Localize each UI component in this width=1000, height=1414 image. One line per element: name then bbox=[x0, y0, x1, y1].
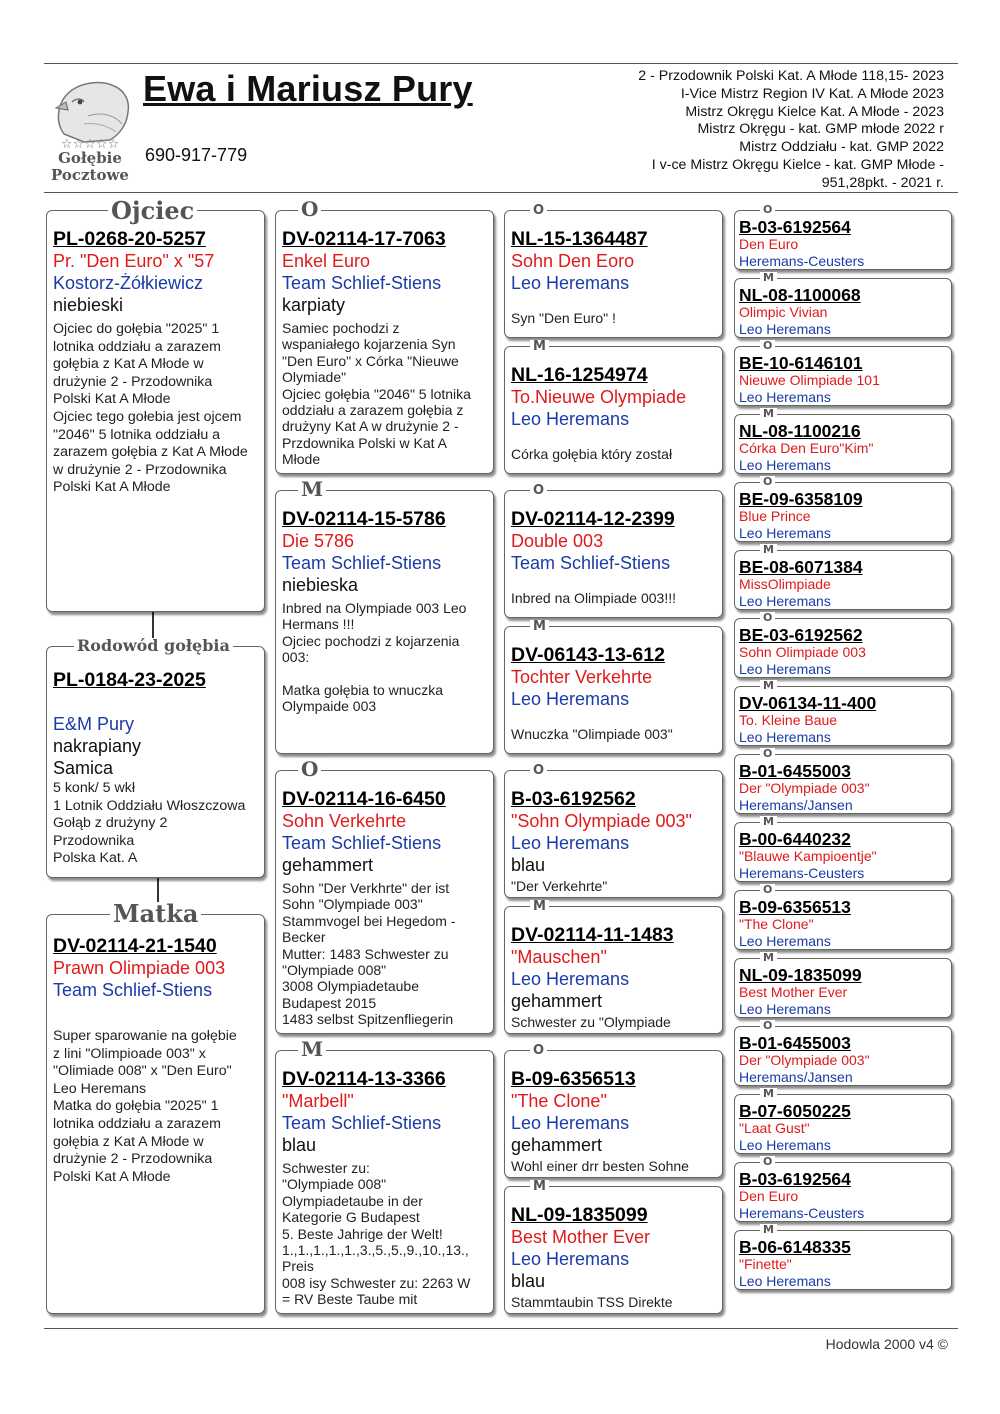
ring-number: NL-09-1835099 bbox=[739, 965, 862, 985]
breeder-name: Team Schlief-Stiens bbox=[282, 273, 442, 293]
dam-label: M bbox=[760, 408, 777, 419]
achievement-line: I-Vice Mistrz Region IV Kat. A Młode 2023 bbox=[680, 85, 944, 102]
breeder-name: Leo Heremans bbox=[739, 593, 831, 609]
bird-name: MissOlimpiade bbox=[739, 576, 831, 592]
breeder-name: Team Schlief-Stiens bbox=[511, 553, 671, 573]
mother-notes: Super sparowanie na gołębie z lini "Olimpioade 003" x "Olimiade 008" x "Den Euro" Leo Heremans Matka do gołębia "2025" 1 lotnika oddziału a zarazem gołębia z Kat A Młode w drużynie 2 - Przodownika Polski Kat A Młode bbox=[53, 1028, 237, 1185]
ring-number: DV-02114-11-1483 bbox=[511, 924, 674, 946]
sire-label: O bbox=[530, 764, 547, 777]
father-card[interactable] bbox=[46, 210, 265, 612]
ring-number: DV-06143-13-612 bbox=[511, 644, 665, 666]
top-rule bbox=[44, 63, 958, 64]
gen4-card-7[interactable] bbox=[734, 618, 952, 678]
logo-stars: ☆☆☆☆☆ bbox=[60, 137, 120, 152]
bird-name: Sohn Verkehrte bbox=[282, 811, 407, 831]
breeder-name: Leo Heremans bbox=[739, 525, 831, 541]
gen3-card-1[interactable] bbox=[504, 210, 723, 338]
sire-label: O bbox=[760, 748, 775, 759]
breeder-name: Leo Heremans bbox=[511, 689, 630, 709]
ring-number: NL-08-1100068 bbox=[739, 285, 861, 305]
ring-number: DV-02114-13-3366 bbox=[282, 1068, 446, 1090]
dam-label: M bbox=[530, 620, 549, 633]
bird-name: Tochter Verkehrte bbox=[511, 667, 653, 687]
achievement-line: Mistrz Oddziału - kat. GMP 2022 bbox=[739, 139, 944, 156]
ring-number: B-09-6356513 bbox=[511, 1068, 636, 1090]
bird-name: Best Mother Ever bbox=[739, 984, 848, 1000]
bird-notes: Sohn "Der Verkhrte" der ist Sohn "Olympiade 003" Stammvogel bei Hegedom - Becker Mutter: 1483 Schwester zu "Olympiade 008" 3008 Olympiadetaube Budapest 2015 1483 selbst Spitzenfliegerin bbox=[282, 880, 456, 1028]
sire-label: O bbox=[760, 612, 775, 623]
ring-number: NL-08-1100216 bbox=[739, 421, 861, 441]
gen4-card-14[interactable] bbox=[734, 1094, 952, 1154]
ring-number: B-06-6148335 bbox=[739, 1237, 851, 1257]
gen3-card-7[interactable] bbox=[504, 1050, 723, 1178]
bird-notes: Wnuczka "Olimpiade 003" bbox=[511, 726, 673, 742]
sire-label: O bbox=[760, 884, 775, 895]
bird-color: blau bbox=[511, 1271, 546, 1291]
subject-card[interactable] bbox=[46, 646, 265, 878]
subject-owner: E&M Pury bbox=[53, 714, 135, 734]
breeder-name: Leo Heremans bbox=[511, 1249, 630, 1269]
logo-line-1: Gołębie bbox=[58, 149, 122, 167]
bird-name: "Mauschen" bbox=[511, 947, 607, 967]
bird-notes: Schwester zu: "Olympiade 008" Olympiadetaube in der Kategorie G Budapest 5. Beste Jahrige der Welt! 1.,1.,1.,1.,1.,3.,5.,5.,9.,10.,13., Preis 008 isy Schwester zu: 2263 W = RV Beste Taube mit bbox=[282, 1160, 471, 1308]
bird-name: Nieuwe Olimpiade 101 bbox=[739, 372, 880, 388]
gen4-card-4[interactable] bbox=[734, 414, 952, 474]
bird-name: Sohn Olimpiade 003 bbox=[739, 644, 866, 660]
bird-notes: Inbred na Olympiade 003 Leo Hermans !!! Ojciec pochodzi z kojarzenia 003: Matka gołębia to wnuczka Olympaide 003 bbox=[282, 600, 467, 715]
bird-notes: Syn "Den Euro" ! bbox=[511, 310, 616, 326]
gen4-card-5[interactable] bbox=[734, 482, 952, 542]
ring-number: NL-16-1254974 bbox=[511, 364, 648, 386]
breeder-name: Leo Heremans bbox=[511, 273, 630, 293]
breeder-name: Leo Heremans bbox=[739, 321, 831, 337]
dam-label: M bbox=[298, 1039, 326, 1059]
breeder-name: Leo Heremans bbox=[739, 1137, 831, 1153]
ring-number: DV-02114-17-7063 bbox=[282, 228, 446, 250]
breeder-name: Leo Heremans bbox=[511, 1113, 630, 1133]
breeder-name: Heremans-Ceusters bbox=[739, 1205, 865, 1221]
bird-color: gehammert bbox=[511, 991, 603, 1011]
ring-number: DV-02114-16-6450 bbox=[282, 788, 446, 810]
ring-number: B-01-6455003 bbox=[739, 1033, 851, 1053]
breeder-name: Team Schlief-Stiens bbox=[282, 1113, 442, 1133]
gen3-card-4[interactable] bbox=[504, 626, 723, 754]
subject-notes: 5 konk/ 5 wkł 1 Lotnik Oddziału Włoszczowa Gołąb z drużyny 2 Przodownika Polska Kat. A bbox=[53, 780, 246, 867]
gen4-card-12[interactable] bbox=[734, 958, 952, 1018]
footer-rule bbox=[44, 1328, 958, 1329]
gen4-card-3[interactable] bbox=[734, 346, 952, 406]
sire-label: O bbox=[760, 1156, 775, 1167]
bird-name: "Blauwe Kampioentje" bbox=[739, 848, 877, 864]
gen3-card-8[interactable] bbox=[504, 1186, 723, 1314]
subject-color: nakrapiany bbox=[53, 736, 142, 756]
breeder-name: Heremans-Ceusters bbox=[739, 253, 865, 269]
gen4-card-9[interactable] bbox=[734, 754, 952, 814]
breeder-name: Leo Heremans bbox=[739, 1273, 831, 1289]
bird-name: To. Kleine Baue bbox=[739, 712, 838, 728]
bird-name: To.Nieuwe Olympiade bbox=[511, 387, 687, 407]
bird-name: Blue Prince bbox=[739, 508, 811, 524]
bird-notes: Inbred na Olimpiade 003!!! bbox=[511, 590, 676, 606]
achievement-line: Mistrz Okręgu Kielce Kat. A Młode - 2023 bbox=[685, 103, 944, 120]
bird-name: Der "Olympiade 003" bbox=[739, 1052, 870, 1068]
gen3-card-3[interactable] bbox=[504, 490, 723, 618]
bird-color: blau bbox=[282, 1135, 317, 1155]
breeder-name: Leo Heremans bbox=[511, 969, 630, 989]
ring-number: B-03-6192564 bbox=[739, 217, 851, 237]
bird-notes: Wohl einer drr besten Sohne bbox=[511, 1158, 689, 1174]
sire-label: O bbox=[760, 476, 775, 487]
gen2-card-3[interactable] bbox=[275, 770, 494, 1034]
father-breeder: Kostorz-Żółkiewicz bbox=[53, 273, 204, 293]
phone-number: 690-917-779 bbox=[145, 145, 248, 165]
breeder-name: Leo Heremans bbox=[739, 389, 831, 405]
father-color: niebieski bbox=[53, 295, 124, 315]
bird-name: "Laat Gust" bbox=[739, 1120, 810, 1136]
father-notes: Ojciec do gołębia "2025" 1 lotnika oddziału a zarazem gołębia z Kat A Młode w drużynie 2 - Przodownika Polski Kat A Młode Ojciec tego gołebia jest ojcem "2046" 5 lotnika oddziału a zarazem gołębia z Kat A Młode w drużynie 2 - Przodownika Polski Kat A Młode bbox=[53, 321, 248, 496]
pedigree-label: Rodowód gołębia bbox=[74, 638, 233, 654]
bird-color: gehammert bbox=[282, 855, 374, 875]
sire-label: O bbox=[298, 199, 321, 219]
mother-breeder: Team Schlief-Stiens bbox=[53, 980, 213, 1000]
gen4-card-13[interactable] bbox=[734, 1026, 952, 1086]
bird-name: "Sohn Olympiade 003" bbox=[511, 811, 692, 831]
bird-name: Best Mother Ever bbox=[511, 1227, 651, 1247]
achievements-list bbox=[554, 68, 944, 193]
sire-label: O bbox=[760, 340, 775, 351]
breeder-title: Ewa i Mariusz Pury bbox=[143, 68, 473, 109]
gen3-card-2[interactable] bbox=[504, 346, 723, 474]
breeder-name: Leo Heremans bbox=[739, 661, 831, 677]
ring-number: DV-06134-11-400 bbox=[739, 693, 877, 713]
breeder-name: Heremans/Jansen bbox=[739, 797, 853, 813]
breeder-name: Leo Heremans bbox=[511, 833, 630, 853]
dam-label: M bbox=[760, 544, 777, 555]
dam-label: M bbox=[760, 680, 777, 691]
bird-name: "Finette" bbox=[739, 1256, 792, 1272]
bird-color: blau bbox=[511, 855, 546, 875]
gen3-card-6[interactable] bbox=[504, 906, 723, 1034]
ring-number: BE-08-6071384 bbox=[739, 557, 863, 577]
gen2-card-1[interactable] bbox=[275, 210, 494, 474]
subject-ring: PL-0184-23-2025 bbox=[53, 669, 206, 691]
bird-name: "Marbell" bbox=[282, 1091, 354, 1111]
mother-name: Prawn Olimpiade 003 bbox=[53, 958, 226, 978]
bird-name: "The Clone" bbox=[511, 1091, 607, 1111]
breeder-name: Leo Heremans bbox=[739, 933, 831, 949]
breeder-name: Leo Heremans bbox=[739, 457, 831, 473]
ring-number: B-03-6192562 bbox=[511, 788, 636, 810]
dam-label: M bbox=[530, 340, 549, 353]
bird-name: Olimpic Vivian bbox=[739, 304, 828, 320]
sire-label: O bbox=[298, 759, 321, 779]
dam-label: M bbox=[760, 816, 777, 827]
breeder-name: Leo Heremans bbox=[739, 729, 831, 745]
gen4-card-10[interactable] bbox=[734, 822, 952, 882]
sire-label: O bbox=[530, 1044, 547, 1057]
dam-label: M bbox=[760, 1088, 777, 1099]
gen2-card-2[interactable] bbox=[275, 490, 494, 754]
gen4-card-2[interactable] bbox=[734, 278, 952, 338]
gen4-card-16[interactable] bbox=[734, 1230, 952, 1290]
dam-label: M bbox=[530, 1180, 549, 1193]
ring-number: BE-03-6192562 bbox=[739, 625, 863, 645]
achievement-line: Mistrz Okręgu - kat. GMP młode 2022 r bbox=[697, 121, 944, 138]
bird-color: karpiaty bbox=[282, 295, 346, 315]
bird-name: Córka Den Euro"Kim" bbox=[739, 440, 874, 456]
ring-number: B-00-6440232 bbox=[739, 829, 851, 849]
bird-name: Der "Olympiade 003" bbox=[739, 780, 870, 796]
bird-color: niebieska bbox=[282, 575, 359, 595]
dam-label: M bbox=[760, 1224, 777, 1235]
dam-label: M bbox=[760, 272, 777, 283]
achievement-line: 951,28pkt. - 2021 r. bbox=[821, 174, 944, 191]
gen4-card-11[interactable] bbox=[734, 890, 952, 950]
dam-label: M bbox=[760, 952, 777, 963]
bird-color: gehammert bbox=[511, 1135, 603, 1155]
bird-notes: "Der Verkehrte" bbox=[511, 878, 608, 894]
gen4-card-8[interactable] bbox=[734, 686, 952, 746]
bird-notes: Samiec pochodzi z wspaniałego kojarzenia Syn "Den Euro" x Córka "Nieuwe Olymiade" Ojciec gołębia "2046" 5 lotnika oddziału a zarazem gołębia z drużyny Kat A w drużynie 2 - Przdownika Polski w Kat A Młode bbox=[282, 320, 471, 468]
ring-number: NL-09-1835099 bbox=[511, 1204, 648, 1226]
bird-notes: Schwester zu "Olympiade bbox=[511, 1014, 671, 1030]
ring-number: B-09-6356513 bbox=[739, 897, 851, 917]
dam-label: M bbox=[530, 900, 549, 913]
sire-label: O bbox=[530, 204, 547, 217]
bird-name: "The Clone" bbox=[739, 916, 814, 932]
breeder-name: Team Schlief-Stiens bbox=[282, 833, 442, 853]
subject-sex: Samica bbox=[53, 758, 114, 778]
ring-number: BE-09-6358109 bbox=[739, 489, 863, 509]
bird-name: Die 5786 bbox=[282, 531, 355, 551]
bird-notes: Córka gołębia który został bbox=[511, 446, 673, 462]
gen4-card-15[interactable] bbox=[734, 1162, 952, 1222]
bird-name: Enkel Euro bbox=[282, 251, 371, 271]
footer-credit: Hodowla 2000 v4 © bbox=[825, 1336, 948, 1352]
logo-line-2: Pocztowe bbox=[51, 166, 129, 184]
gen4-card-6[interactable] bbox=[734, 550, 952, 610]
mother-label: Matka bbox=[110, 902, 201, 926]
ring-number: B-07-6050225 bbox=[739, 1101, 851, 1121]
mother-card[interactable] bbox=[46, 914, 265, 1314]
breeder-name: Leo Heremans bbox=[511, 409, 630, 429]
breeder-name: Heremans-Ceusters bbox=[739, 865, 865, 881]
achievement-line: 2 - Przodownik Polski Kat. A Młode 118,15- 2023 bbox=[638, 68, 944, 84]
sire-label: O bbox=[530, 484, 547, 497]
gen3-card-5[interactable] bbox=[504, 770, 723, 898]
bird-name: Double 003 bbox=[511, 531, 604, 551]
bird-notes: Stammtaubin TSS Direkte bbox=[511, 1294, 673, 1310]
ring-number: B-01-6455003 bbox=[739, 761, 851, 781]
breeder-name: Heremans/Jansen bbox=[739, 1069, 853, 1085]
bird-name: Den Euro bbox=[739, 236, 799, 252]
father-label: Ojciec bbox=[108, 199, 197, 223]
sire-label: O bbox=[760, 1020, 775, 1031]
breeder-name: Team Schlief-Stiens bbox=[282, 553, 442, 573]
ring-number: DV-02114-15-5786 bbox=[282, 508, 446, 530]
ring-number: B-03-6192564 bbox=[739, 1169, 851, 1189]
dam-label: M bbox=[298, 479, 326, 499]
bird-name: Sohn Den Eoro bbox=[511, 251, 635, 271]
ring-number: BE-10-6146101 bbox=[739, 353, 863, 373]
bird-name: Den Euro bbox=[739, 1188, 799, 1204]
ring-number: NL-15-1364487 bbox=[511, 228, 648, 250]
ring-number: DV-02114-12-2399 bbox=[511, 508, 675, 530]
logo-text bbox=[44, 150, 136, 184]
achievement-line: I v-ce Mistrz Okręgu Kielce - kat. GMP Młode - bbox=[651, 156, 944, 173]
gen4-card-1[interactable] bbox=[734, 210, 952, 270]
mother-ring: DV-02114-21-1540 bbox=[53, 935, 217, 957]
sire-label: O bbox=[760, 204, 775, 215]
father-name: Pr. "Den Euro" x "57 bbox=[53, 251, 215, 271]
gen2-card-4[interactable] bbox=[275, 1050, 494, 1314]
father-ring: PL-0268-20-5257 bbox=[53, 228, 206, 250]
breeder-name: Leo Heremans bbox=[739, 1001, 831, 1017]
